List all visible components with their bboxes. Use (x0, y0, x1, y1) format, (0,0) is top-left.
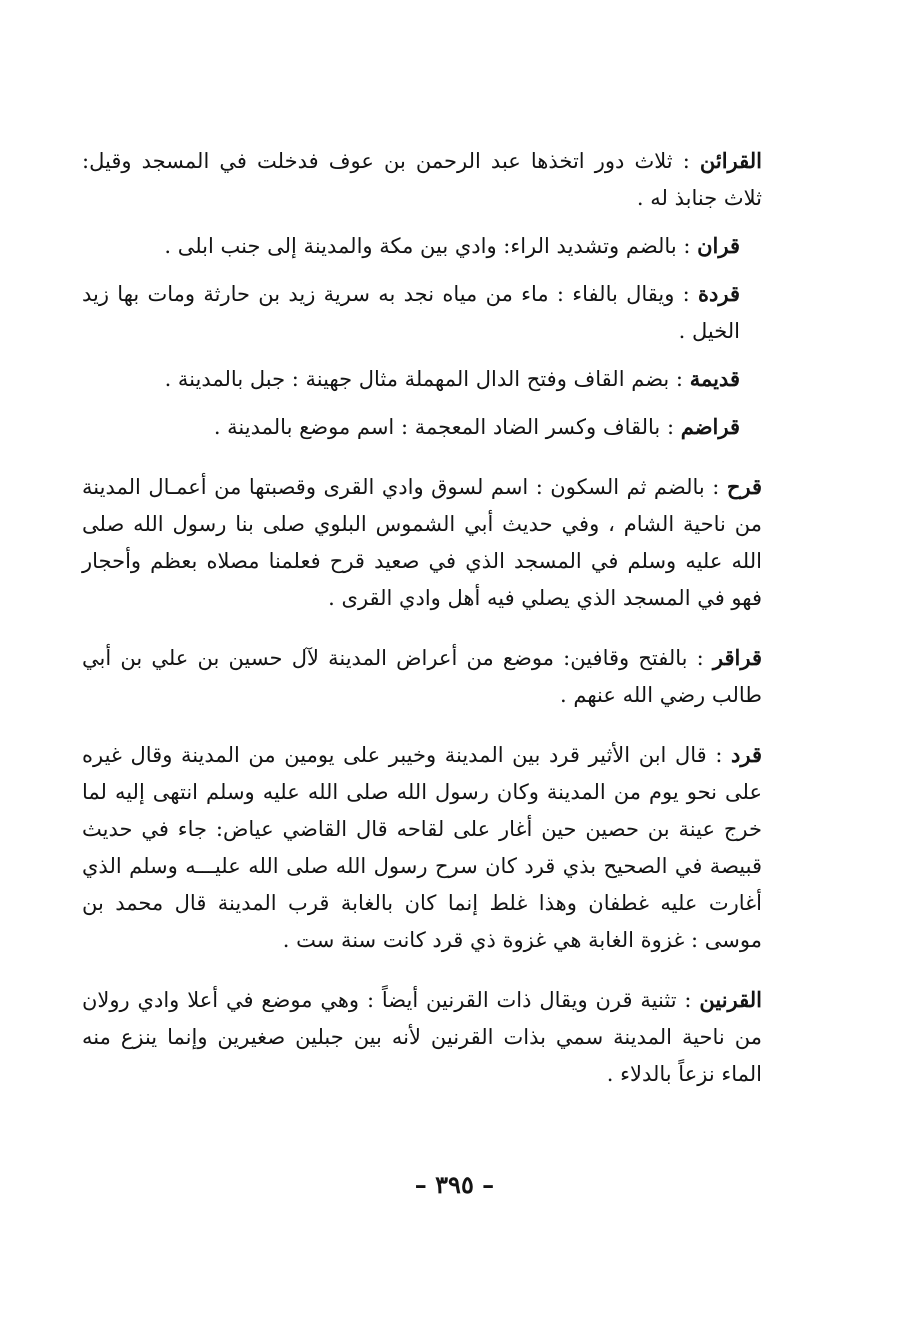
entry-headword: قديمة (689, 366, 740, 391)
entry-text: قال ابن الأثير قرد بين المدينة وخيبر على يومين من المدينة وقال غيره على نحو يوم من المدينة وكان رسول الله صلى الله عليه وسلم انتهى إليه لما خرج عينة بن حصين حين أغار على لقاحه قال القاضي عياض: جاء في حديث قبيصة في الصحيح بذي قرد كان سرح رسول الله صلى الله عليـــه وسلم الذي أغارت عليه غطفان وهذا غلط إنما كان بالغابة قرب المدينة قال محمد بن موسى : غزوة الغابة هي غزوة ذي قرد كانت سنة ست . (82, 743, 762, 952)
spacer (82, 714, 762, 736)
entry-headword: القرنين (699, 987, 762, 1012)
entry-separator: : (706, 743, 731, 767)
entry-alqaraen (82, 142, 762, 217)
page-body (82, 142, 762, 1093)
entry-separator: : (674, 282, 699, 306)
entry-text: بالفتح وقافين: موضع من أعراض المدينة لآل حسين بن علي بن أبي طالب رضي الله عنهم . (82, 646, 762, 707)
entry-headword: قران (697, 233, 740, 258)
entry-separator: : (660, 415, 681, 439)
entry-text: ثلاث دور اتخذها عبد الرحمن بن عوف فدخلت في المسجد وقيل: ثلاث جنابذ له . (82, 149, 762, 210)
entry-separator: : (676, 234, 698, 258)
spacer (82, 398, 762, 408)
entry-headword: قرد (731, 742, 762, 767)
spacer (82, 959, 762, 981)
entry-qarad (82, 736, 762, 959)
entry-text: بالضم ثم السكون : اسم لسوق وادي القرى وقصبتها من أعمـال المدينة من ناحية الشام ، وفي حديث أبي الشموس البلوي صلى بنا رسول الله صلى الله عليه وسلم في المسجد الذي في صعيد قرح فعلمنا مصلاه بعظم وأحجار فهو في المسجد الذي يصلي فيه أهل وادي القرى . (82, 475, 762, 610)
entry-alqarnain (82, 981, 762, 1093)
entry-headword: قردة (698, 281, 740, 306)
entry-text: تثنية قرن ويقال ذات القرنين أيضاً : وهي موضع في أعلا وادي رولان من ناحية المدينة سمي بذات القرنين لأنه بين جبلين صغيرين وإنما ينزع منه الماء نزعاً بالدلاء . (82, 988, 762, 1086)
entry-headword: القرائن (699, 148, 762, 173)
entry-headword: قرح (726, 474, 762, 499)
spacer (82, 617, 762, 639)
spacer (82, 217, 762, 227)
entry-text: بالضم وتشديد الراء: وادي بين مكة والمدينة إلى جنب ابلى . (164, 234, 677, 258)
entry-separator: : (672, 149, 700, 173)
entry-text: ويقال بالفاء : ماء من مياه نجد به سرية زيد بن حارثة ومات بها زيد الخيل . (82, 282, 740, 343)
entry-separator: : (676, 988, 700, 1012)
entry-text: بالقاف وكسر الضاد المعجمة : اسم موضع بالمدينة . (213, 415, 661, 439)
page-number: – ٣٩٥ – (414, 1170, 495, 1199)
entry-qaraqir (82, 639, 762, 714)
entry-headword: قراضم (680, 414, 740, 439)
spacer (82, 265, 762, 275)
entry-separator: : (687, 646, 713, 670)
spacer (82, 350, 762, 360)
entry-qaradim (82, 408, 762, 446)
entry-qiran (82, 227, 762, 265)
entry-separator: : (704, 475, 727, 499)
spacer (82, 446, 762, 468)
entry-qarh (82, 468, 762, 617)
entry-text: بضم القاف وفتح الدال المهملة مثال جهينة : جبل بالمدينة . (164, 367, 670, 391)
entry-separator: : (669, 367, 690, 391)
entry-headword: قراقر (712, 645, 762, 670)
entry-qadima (82, 360, 762, 398)
entry-qarda (82, 275, 762, 350)
